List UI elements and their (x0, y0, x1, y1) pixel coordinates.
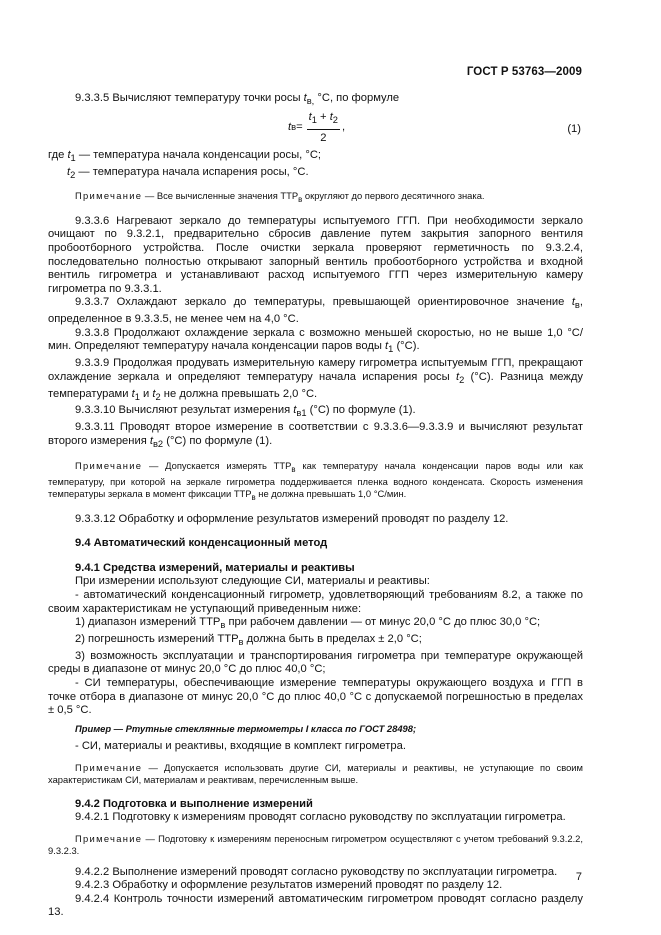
clause-9-4-2-3: 9.4.2.3 Обработку и оформление результатов измерений проводят по разделу 12. (75, 879, 503, 892)
clause-9-4-2-1: 9.4.2.1 Подготовку к измерениям проводят согласно руководству по эксплуатации гигрометра. (75, 811, 566, 824)
note-rounding: Примечание — Все вычисленные значения $ТТР_в$ округляют до первого десятичного знака. (75, 190, 485, 205)
list-item-operation: 3) возможность эксплуатации и транспортирования гигрометра при температуре окружающей среды в диапазоне от минус 20,0 °С до плюс 40,0 °С; (48, 649, 583, 676)
clause-9-3-3-11: 9.3.3.11 Проводят второе измерение в соответствии с 9.3.3.6—9.3.3.9 и вычисляют результат второго измерения $t_{в2}$ (°С) по формуле (1). (48, 421, 583, 450)
example-thermometers: Пример — Ртутные стеклянные термометры I класса по ГОСТ 28498; (75, 722, 417, 734)
clause-9-3-3-12: 9.3.3.12 Обработку и оформление результатов измерений проводят по разделу 12. (75, 512, 509, 525)
list-item-kit: - СИ, материалы и реактивы, входящие в комплект гигрометра. (75, 740, 406, 753)
note-alternatives: Примечание — Допускается использовать другие СИ, материалы и реактивы, не уступающие по своим характеристикам СИ, материалам и реактивам, перечисленным выше. (48, 761, 583, 786)
list-item-thermometers: - СИ температуры, обеспечивающие измерение температуры окружающего воздуха и ГГП в точке отбора в диапазоне от минус 20,0 °С до плюс 40,0 °С с допускаемой погрешностью в пределах ± 0,5 °С. (48, 677, 583, 717)
clause-9-3-3-7: 9.3.3.7 Охлаждают зеркало до температуры, превышающей ориентировочное значение $t_в$, определенное в 9.3.3.5, не менее чем на 4,0 °С. (48, 296, 583, 326)
clause-9-3-3-8: 9.3.3.8 Продолжают охлаждение зеркала с возможно меньшей скоростью, но не выше 1,0 °С/мин. Определяют температуру начала конденсации паров воды $t_1$ (°С). (48, 326, 583, 355)
list-item-hygrometer: - автоматический конденсационный гигрометр, удовлетворяющий требованиям 8.2, а также по своим характеристикам не уступающий приведенным ниже: (48, 589, 583, 615)
section-9-4-1-heading: 9.4.1 Средства измерений, материалы и реактивы (75, 561, 355, 574)
section-9-4-heading: 9.4 Автоматический конденсационный метод (75, 537, 328, 550)
formula-number: (1) (567, 122, 581, 135)
clause-9-4-1-intro: При измерении используют следующие СИ, материалы и реактивы: (75, 575, 430, 588)
clause-9-4-2-2: 9.4.2.2 Выполнение измерений проводят согласно руководству по эксплуатации гигрометра. (75, 865, 558, 878)
note-condensate: Примечание — Допускается измерять $ТТР_в$ как температуру начала конденсации паров воды или как температуру, при которой на зеркале гигрометра поддерживается пленка водного конденсата. Скорость изменения температуры зеркала в момент фиксации $ТТР_в$ не должна превышать 1,0 °С/мин. (48, 459, 583, 503)
page-body (48, 92, 583, 920)
clause-9-4-2-4: 9.4.2.4 Контроль точности измерений автоматическим гигрометром проводят согласно разделу 13. (48, 892, 583, 919)
clause-9-3-3-9: 9.3.3.9 Продолжая продувать измерительную камеру гигрометра испытуемым ГГП, прекращают охлаждение зеркала и определяют температуру начала испарения росы $t_2$ (°С). Разница между температурами $t_1$ и $t_2$ не должна превышать 2,0 °С. (48, 357, 583, 402)
where-t1: где $t_1$ — температура начала конденсации росы, °С; (48, 148, 322, 164)
where-t2: $t_2$ — температура начала испарения росы, °С. (67, 165, 309, 180)
clause-9-3-3-6: 9.3.3.6 Нагревают зеркало до температуры испытуемого ГГП. При необходимости зеркало очищают по 9.3.2.1, предварительно сбросив давление путем закрытия запорного вентиля пробоотборного устройства. После очистки зеркала проверяют герметичность по 9.3.2.4, последовательно полностью открывают запорный вентиль пробоотборного устройства и входной вентиль гигрометра и устанавливают расход испытуемого ГГП через измерительную камеру гигрометра по 9.3.3.1. (48, 214, 583, 295)
clause-9-3-3-10: 9.3.3.10 Вычисляют результат измерения $t_{в1}$ (°С) по формуле (1). (75, 404, 416, 419)
page-number: 7 (575, 871, 582, 883)
formula-1 (48, 109, 583, 149)
standard-designation: ГОСТ Р 53763—2009 (466, 66, 582, 78)
formula-fraction: $\frac{t_1 + t_2}{2}$ (308, 110, 338, 145)
clause-9-3-3-5: 9.3.3.5 Вычисляют температуру точки росы $t_{в,}$ °С, по формуле (75, 92, 400, 107)
list-item-error: 2) погрешность измерений $ТТР_в$ должна быть в пределах ± 2,0 °С; (75, 633, 422, 648)
list-item-range: 1) диапазон измерений $ТТР_в$ при рабочем давлении — от минус 20,0 °С до плюс 30,0 °С; (75, 616, 541, 631)
section-9-4-2-heading: 9.4.2 Подготовка и выполнение измерений (75, 797, 313, 810)
dew-point-formula: t в = $\frac{t_1 + t_2}{2}$ , (288, 110, 346, 145)
note-portable: Примечание — Подготовку к измерениям переносным гигрометром осуществляют с учетом требований 9.3.2.2, 9.3.2.3. (48, 832, 583, 857)
